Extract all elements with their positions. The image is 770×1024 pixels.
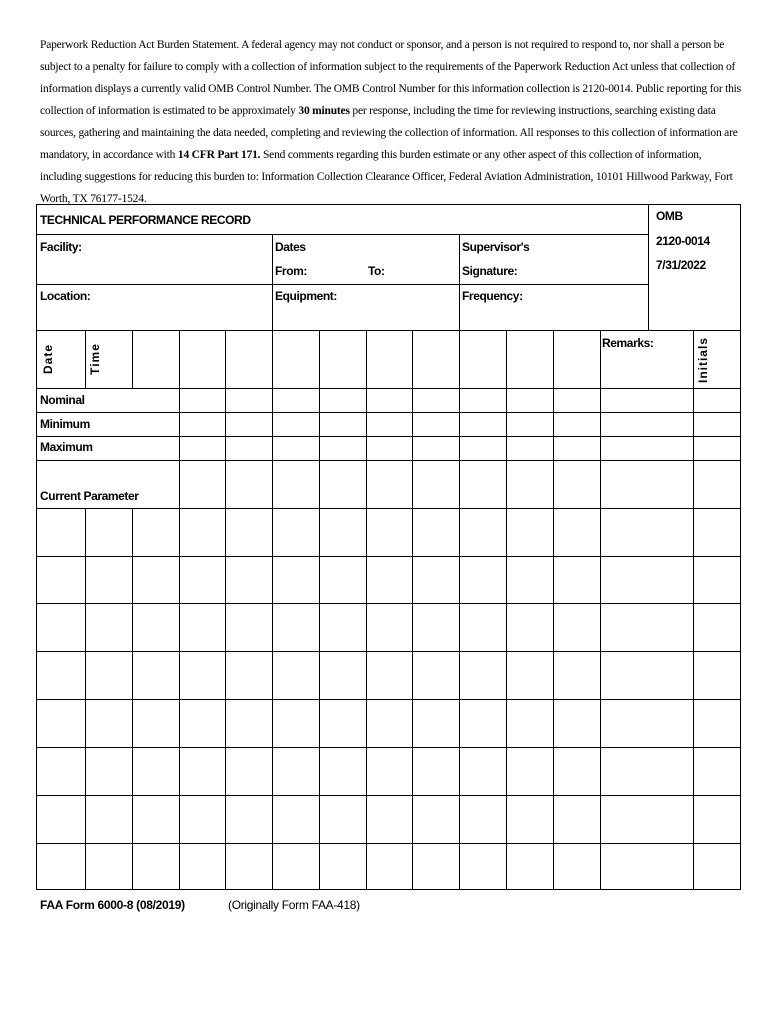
rule-col-9 bbox=[412, 330, 413, 890]
rule-row-2 bbox=[36, 556, 741, 557]
rule-row-1 bbox=[36, 508, 741, 509]
rule-dates-divider bbox=[272, 234, 273, 330]
form-title: TECHNICAL PERFORMANCE RECORD bbox=[40, 213, 251, 227]
omb-expiration-date: 7/31/2022 bbox=[656, 258, 706, 272]
rule-col-initials bbox=[693, 330, 694, 890]
burden-statement bbox=[40, 34, 742, 210]
rule-col-5 bbox=[225, 330, 226, 890]
burden-text-3: Send comments regarding this burden estimate or any other aspect of this collection of information, including suggestions for reducing this burden to: Information Collection Clearance Officer, Federal Aviation Administration, 10101 Hillwood Parkway, Fort Worth, TX 76177-1524. bbox=[40, 149, 733, 205]
rule-facility bbox=[36, 284, 648, 285]
nominal-label: Nominal bbox=[40, 393, 85, 407]
time-column-header: Time bbox=[88, 343, 102, 375]
rule-maximum bbox=[36, 436, 741, 437]
to-label: To: bbox=[368, 264, 385, 278]
burden-text-2: per response, including the time for reviewing instructions, searching existing data sources, gathering and maintaining the data needed, completing and reviewing the collection of information. All responses to this collection of information are mandatory, in accordance with bbox=[40, 105, 738, 161]
burden-minutes: 30 minutes bbox=[298, 105, 350, 117]
omb-label: OMB bbox=[656, 209, 683, 223]
frequency-label: Frequency: bbox=[462, 289, 523, 303]
supervisor-label: Supervisor's bbox=[462, 240, 530, 254]
rule-col-10 bbox=[459, 330, 460, 890]
rule-header bbox=[36, 330, 741, 331]
rule-supervisor-divider bbox=[459, 234, 460, 330]
form-number: FAA Form 6000-8 (08/2019) bbox=[40, 898, 185, 912]
current-parameter-label: Current Parameter bbox=[40, 489, 139, 503]
signature-label: Signature: bbox=[462, 264, 518, 278]
equipment-label: Equipment: bbox=[275, 289, 337, 303]
rule-col-remarks bbox=[600, 330, 601, 890]
rule-row-3 bbox=[36, 603, 741, 604]
maximum-label: Maximum bbox=[40, 440, 93, 454]
rule-nominal bbox=[36, 388, 741, 389]
facility-label: Facility: bbox=[40, 240, 82, 254]
rule-current bbox=[36, 460, 741, 461]
rule-row-8 bbox=[36, 843, 741, 844]
rule-row-4 bbox=[36, 651, 741, 652]
rule-row-6 bbox=[36, 747, 741, 748]
rule-col-3 bbox=[132, 330, 133, 388]
rule-row-5 bbox=[36, 699, 741, 700]
omb-number: 2120-0014 bbox=[656, 234, 710, 248]
rule-minimum bbox=[36, 412, 741, 413]
initials-column-header: Initials bbox=[696, 337, 710, 384]
remarks-label: Remarks: bbox=[602, 336, 654, 350]
date-column-header: Date bbox=[41, 344, 55, 375]
rule-omb-divider bbox=[648, 204, 649, 330]
dates-label: Dates bbox=[275, 240, 306, 254]
rule-col-3-lower bbox=[132, 508, 133, 890]
minimum-label: Minimum bbox=[40, 417, 90, 431]
rule-col-7 bbox=[319, 330, 320, 890]
rule-row-7 bbox=[36, 795, 741, 796]
rule-col-11 bbox=[506, 330, 507, 890]
rule-col-time-lower bbox=[85, 508, 86, 890]
rule-col-4 bbox=[179, 330, 180, 890]
original-form-note: (Originally Form FAA-418) bbox=[228, 898, 360, 912]
rule-col-12 bbox=[553, 330, 554, 890]
from-label: From: bbox=[275, 264, 307, 278]
rule-col-8 bbox=[366, 330, 367, 890]
rule-title bbox=[36, 234, 648, 235]
rule-col-6 bbox=[272, 330, 273, 890]
burden-cfr: 14 CFR Part 171. bbox=[177, 149, 261, 161]
rule-col-time bbox=[85, 330, 86, 388]
location-label: Location: bbox=[40, 289, 91, 303]
performance-record-form bbox=[36, 204, 741, 890]
burden-text-1: Paperwork Reduction Act Burden Statement. A federal agency may not conduct or sponsor, and a person is not required to respond to, nor shall a person be subject to a penalty for failure to comply with a collection of information subject to the requirements of the Paperwork Reduction Act unless that collection of information displays a currently valid OMB Control Number. The OMB Control Number for this information collection is 2120-0014. Public reporting for this collection of information is estimated to be approximately bbox=[40, 39, 741, 117]
